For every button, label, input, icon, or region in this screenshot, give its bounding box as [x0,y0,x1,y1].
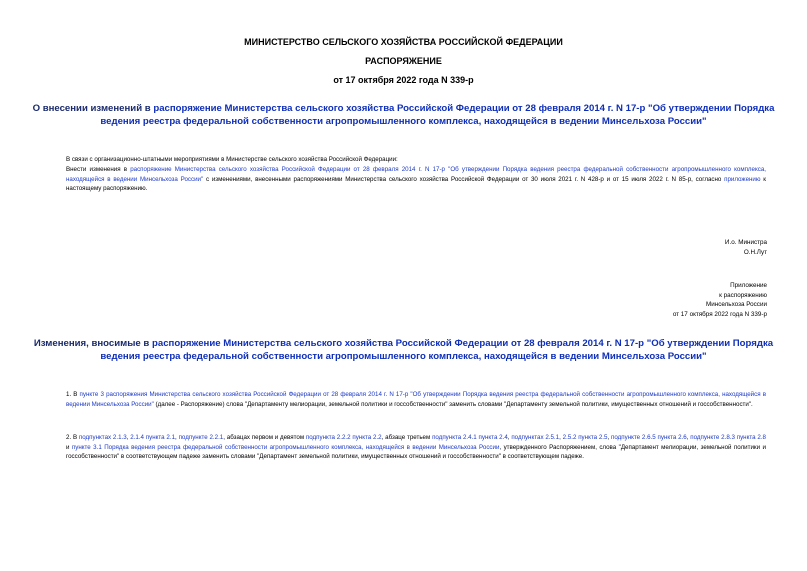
item2-sep-8: , [686,434,691,441]
p1-text-b: с изменениями, внесенными распоряжениями Министерства сельского хозяйства Российской Федерации от 30 июля 2021 г. N 428-р и от 15 июля 2022 г. N 85-р, согласно [203,175,725,183]
item2-sep-3: , абзацах первом и девятом [223,434,306,441]
item2-link-7[interactable]: 2.5.2 пункта 2.5 [562,434,608,441]
appendix-line-3: Минсельхоза России [705,301,767,309]
document-date-number: от 17 октября 2022 года N 339-р [333,75,474,85]
item2-link-10[interactable]: пункте 3.1 [71,443,102,451]
changes-title-prefix: Изменения, вносимые в [33,338,152,349]
title-link[interactable]: распоряжение Министерства сельского хозяйства Российской Федерации от 28 февраля 2014 г. N 17-р "Об утверждении Порядка ведения реестра федеральной собственности агропромышленного комплекса, находящейся в ведении Минсельхоза России" [100,103,775,127]
signature-position: И.о. Министра [724,239,767,246]
item1-link-clause[interactable]: пункте 3 [79,391,104,398]
intro-paragraph: В связи с организационно-штатными мероприятиями в Министерстве сельского хозяйства Российской Федерации: [66,156,398,163]
item-2-paragraph [66,433,766,462]
item1-text-c: (далее - Распоряжение) слова "Департаменту мелиорации, земельной политики и госсобственности" заменить словами "Департаменту земельной политики, имущественных отношений и госсобственности". [153,400,753,408]
signature-name: О.Н.Лут [743,248,767,256]
signature-block [725,238,767,257]
p1-order-link[interactable]: распоряжение Министерства сельского хозяйства Российской Федерации от 28 февраля 2014 г. N 17-р "Об утверждении Порядка ведения реестра федеральной собственности агропромышленного комплекса, находящейся в ведении Минсельхоза России" [66,166,767,183]
appendix-line-2: к распоряжению [719,291,767,299]
item2-link-5[interactable]: подпункта 2.4.1 пункта 2.4 [432,434,508,441]
document-type: РАСПОРЯЖЕНИЕ [365,56,442,66]
item2-link-11[interactable]: Порядка ведения реестра федеральной собственности агропромышленного комплекса, находящейся в ведении Минсельхоза России [104,443,500,451]
item-1-paragraph [66,390,766,409]
item2-link-4[interactable]: подпункта 2.2.2 пункта 2.2 [305,434,382,441]
item2-link-8[interactable]: подпункте 2.6.5 пункта 2.6 [611,434,687,441]
appendix-line-4: от 17 октября 2022 года N 339-р [672,310,767,318]
appendix-block [673,281,767,319]
item2-sep-2: , [175,434,179,441]
item2-link-1[interactable]: подпунктах 2.1.3 [78,434,127,441]
appendix-line-1: Приложение [730,282,767,289]
item2-link-9[interactable]: подпункте 2.8.3 пункта 2.8 [690,434,766,441]
item1-link-order[interactable]: распоряжения Министерства сельского хозяйства Российской Федерации от 28 февраля 2014 г. N 17-р "Об утверждении Порядка ведения реестра федеральной собственности агропромышленного комплекса, находящейся в ведении Минсельхоза России" [66,391,766,408]
item2-link-3[interactable]: подпункте 2.2.1 [178,434,224,441]
item2-link-2[interactable]: 2.1.4 пункта 2.1 [130,434,176,441]
title-prefix: О внесении изменений в [32,103,154,114]
item2-sep-7: , [607,434,611,441]
p1-text-c: к настоящему распоряжению. [66,175,766,193]
main-paragraph [66,165,766,194]
item2-text-end: , утвержденного Распоряжением, слова "Департамент мелиорации, земельной политики и госсобственности" в соответствующем падеже заменить словами "Департамент земельной политики, имущественных отношений и госсобственности" в соответствующем падеже. [66,443,766,461]
changes-title-link[interactable]: распоряжение Министерства сельского хозяйства Российской Федерации от 28 февраля 2014 г. N 17-р "Об утверждении Порядка ведения реестра федеральной собственности агропромышленного комплекса, находящейся в ведении Минсельхоза России" [100,338,774,362]
item2-sep-1: , [126,434,131,441]
item2-sep-9: и [66,443,72,451]
p1-appendix-link[interactable]: приложению [724,175,761,183]
ministry-heading: МИНИСТЕРСТВО СЕЛЬСКОГО ХОЗЯЙСТВА РОССИЙСКОЙ ФЕДЕРАЦИИ [244,37,563,47]
item2-text-a: 2. В [66,434,79,441]
item1-text-a: 1. В [66,391,80,398]
item2-sep-6: , [559,434,563,441]
changes-title [30,337,777,363]
p1-text-a: Внести изменения в [66,166,131,173]
document-title [30,102,777,128]
item2-sep-5: , [507,434,512,441]
item2-sep-4: , абзаце третьем [381,434,433,441]
item2-link-6[interactable]: подпунктах 2.5.1 [511,434,560,441]
